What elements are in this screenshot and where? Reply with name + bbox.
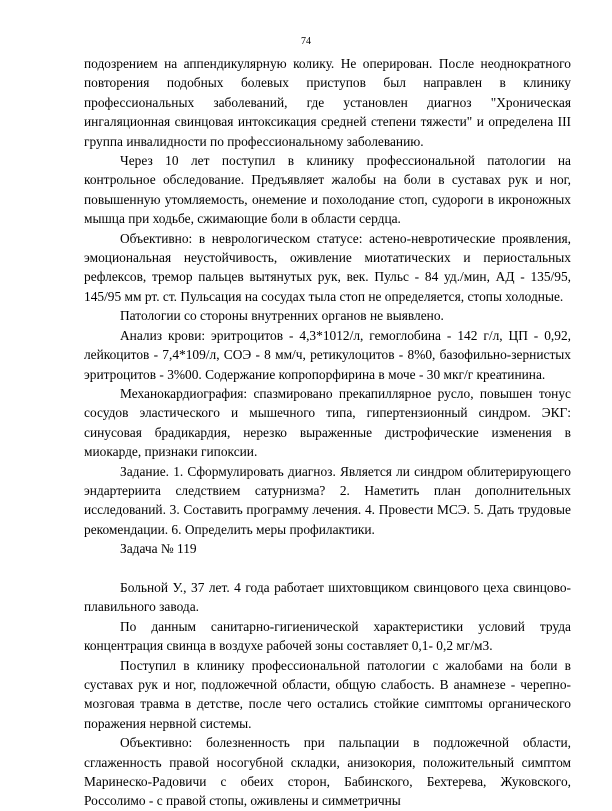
paragraph-readmission: Через 10 лет поступил в клинику профессиональной патологии на контрольное обследование. Предъявляет жалобы на боли в суставах рук и ног, повышенную утомляемость, онемение и похолодание стоп, судороги в икроножных мышца при ходьбе, сжимающие боли в области сердца. bbox=[84, 153, 571, 227]
blank-line bbox=[84, 559, 571, 578]
paragraph-history-continued: подозрением на аппендикулярную колику. Не оперирован. После неоднократного повторения подобных болевых приступов был направлен в клинику профессиональных заболеваний, где установлен диагноз "Хроническая ингаляционная свинцовая интоксикация средней степени тяжести" и определена III группа инвалидности по профессиональному заболеванию. bbox=[84, 56, 571, 149]
page-number: 74 bbox=[301, 36, 311, 47]
paragraph-blood-analysis: Анализ крови: эритроцитов - 4,3*1012/л, гемоглобина - 142 г/л, ЦП - 0,92, лейкоцитов - 7,4*109/л, СОЭ - 8 мм/ч, ретикулоцитов - 8%0, базофильно-зернистых эритроцитов - 3%00. Содержание копропорфирина в моче - 30 мкг/г креатинина. bbox=[84, 327, 571, 382]
paragraph-admission-complaints: Поступил в клинику профессиональной патологии с жалобами на боли в суставах рук и ног, подложечной области, общую слабость. В анамнезе - черепно-мозговая травма в детстве, после чего остались стойкие симптомы органического поражения нервной системы. bbox=[84, 657, 571, 731]
paragraph-patient-intro: Больной У., 37 лет. 4 года работает шихтовщиком свинцового цеха свинцово-плавильного завода. bbox=[84, 579, 571, 615]
paragraph-internal-organs: Патологии со стороны внутренних органов не выявлено. bbox=[120, 308, 444, 324]
paragraph-neurological-status: Объективно: в неврологическом статусе: астено-невротические проявления, эмоциональная неустойчивость, оживление миотатических и периостальных рефлексов, тремор пальцев вытянутых рук, век. Пульс - 84 уд./мин, АД - 135/95, 145/95 мм рт. ст. Пульсация на сосудах тыла стоп не определяется, стопы холодные. bbox=[84, 230, 571, 304]
paragraph-hygiene-data: По данным санитарно-гигиенической характеристики условий труда концентрация свинца в воздухе рабочей зоны составляет 0,1- 0,2 мг/м3. bbox=[84, 618, 571, 654]
paragraph-objective-exam: Объективно: болезненность при пальпации в подложечной области, сглаженность правой носогубной складки, анизокория, положительный симптом Маринеско-Радовичи с обеих сторон, Бабинского, Бехтерева, Жуковского, Россолимо - с правой стопы, оживлены и симметричны bbox=[84, 735, 571, 809]
problem-heading: Задача № 119 bbox=[120, 541, 197, 557]
paragraph-mechanocardiography: Механокардиография: спазмировано прекапиллярное русло, повышен тонус сосудов эластического и мышечного типа, гипертензионный синдром. ЭКГ: синусовая брадикардия, нерезко выраженные дистрофические изменения в миокарде, признаки гипоксии. bbox=[84, 385, 571, 460]
body-text bbox=[84, 54, 571, 811]
paragraph-task: Задание. 1. Сформулировать диагноз. Является ли синдром облитерирующего эндартериита следствием сатурнизма? 2. Наметить план дополнительных исследований. 3. Составить программу лечения. 4. Провести МСЭ. 5. Дать трудовые рекомендации. 6. Определить меры профилактики. bbox=[84, 463, 571, 537]
